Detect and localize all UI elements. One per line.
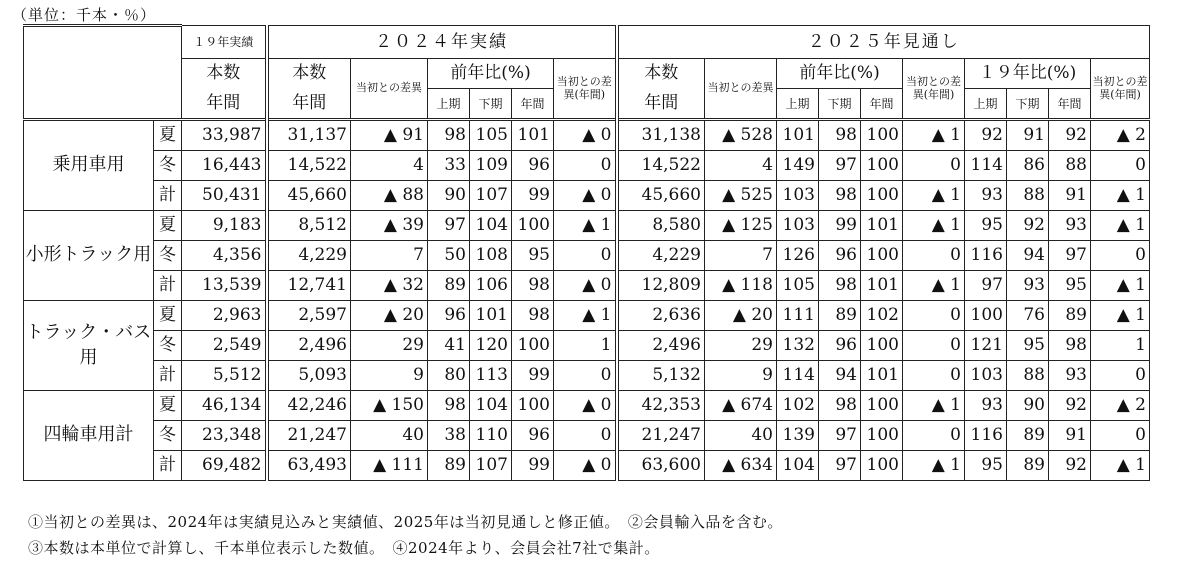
cell-vs19-annual: 97 — [1049, 241, 1091, 271]
cell-2025-yoy-h1: 102 — [777, 391, 819, 421]
group-label: 四輪車用計 — [24, 391, 154, 481]
cell-2024-yoy-h2: 104 — [470, 211, 512, 241]
cell-2024-yoy-h2: 108 — [470, 241, 512, 271]
header-annual-2024: 年間 — [267, 89, 351, 120]
cell-2024-count: 14,522 — [267, 151, 351, 181]
cell-2025-yoy-h1: 126 — [777, 241, 819, 271]
header-yr-vs19: 年間 — [1049, 89, 1091, 120]
cell-2025-initial-diff-annual: 0 — [903, 361, 965, 391]
cell-2024-count: 8,512 — [267, 211, 351, 241]
cell-2025-yoy-annual: 102 — [861, 301, 903, 331]
cell-2024-initial-diff: 4 — [351, 151, 428, 181]
cell-19-count: 5,512 — [182, 361, 267, 391]
cell-2024-count: 2,597 — [267, 301, 351, 331]
cell-2025-yoy-h2: 97 — [819, 451, 861, 481]
cell-2024-yoy-h2: 120 — [470, 331, 512, 361]
cell-2025-yoy-annual: 101 — [861, 271, 903, 301]
cell-19-count: 13,539 — [182, 271, 267, 301]
cell-vs19-initial-diff-annual: ▲ 1 — [1091, 181, 1150, 211]
header-h2-vs19: 下期 — [1007, 89, 1049, 120]
cell-vs19-h1: 95 — [965, 211, 1007, 241]
cell-2025-yoy-h1: 139 — [777, 421, 819, 451]
season-label: 計 — [154, 271, 182, 301]
cell-19-count: 46,134 — [182, 391, 267, 421]
cell-vs19-h2: 88 — [1007, 361, 1049, 391]
season-label: 計 — [154, 181, 182, 211]
cell-2025-initial-diff-annual: 0 — [903, 331, 965, 361]
cell-vs19-h1: 103 — [965, 361, 1007, 391]
table-row — [24, 271, 1150, 301]
cell-2024-initial-diff: 7 — [351, 241, 428, 271]
season-label: 計 — [154, 361, 182, 391]
cell-2024-initial-diff: ▲ 32 — [351, 271, 428, 301]
season-label: 冬 — [154, 421, 182, 451]
cell-2024-initial-diff-annual: ▲ 0 — [554, 271, 617, 301]
cell-2025-yoy-annual: 100 — [861, 181, 903, 211]
cell-2024-yoy-h2: 106 — [470, 271, 512, 301]
cell-2024-count: 2,496 — [267, 331, 351, 361]
header-2025-forecast: ２０２５年見通し — [617, 26, 1150, 59]
table-row — [24, 120, 1150, 151]
cell-2025-count: 45,660 — [617, 181, 705, 211]
cell-2025-yoy-annual: 100 — [861, 151, 903, 181]
header-row-1 — [24, 26, 1150, 59]
cell-2024-yoy-annual: 100 — [512, 331, 554, 361]
cell-2025-initial-diff: 29 — [705, 331, 777, 361]
cell-2024-initial-diff: 29 — [351, 331, 428, 361]
cell-2024-yoy-annual: 98 — [512, 271, 554, 301]
cell-2025-initial-diff: ▲ 528 — [705, 120, 777, 151]
cell-19-count: 2,963 — [182, 301, 267, 331]
table-row — [24, 451, 1150, 481]
cell-2024-yoy-h1: 50 — [428, 241, 470, 271]
cell-2025-initial-diff-annual: ▲ 1 — [903, 181, 965, 211]
cell-2025-yoy-annual: 101 — [861, 211, 903, 241]
cell-19-count: 4,356 — [182, 241, 267, 271]
cell-vs19-h1: 95 — [965, 451, 1007, 481]
table-row — [24, 361, 1150, 391]
cell-2024-initial-diff-annual: 0 — [554, 421, 617, 451]
cell-2024-initial-diff-annual: 0 — [554, 151, 617, 181]
header-h1-2024: 上期 — [428, 89, 470, 120]
cell-2024-initial-diff: ▲ 39 — [351, 211, 428, 241]
cell-2025-initial-diff: 40 — [705, 421, 777, 451]
cell-2024-yoy-h1: 96 — [428, 301, 470, 331]
cell-2024-yoy-h2: 104 — [470, 391, 512, 421]
cell-2024-initial-diff: 9 — [351, 361, 428, 391]
cell-2024-yoy-h2: 109 — [470, 151, 512, 181]
season-label: 冬 — [154, 151, 182, 181]
header-yr-2024: 年間 — [512, 89, 554, 120]
cell-2025-initial-diff-annual: ▲ 1 — [903, 211, 965, 241]
cell-2024-initial-diff: 40 — [351, 421, 428, 451]
cell-2024-yoy-h1: 98 — [428, 391, 470, 421]
cell-2025-initial-diff-annual: 0 — [903, 241, 965, 271]
unit-label: （単位：千本・％） — [12, 6, 157, 24]
cell-2024-initial-diff-annual: ▲ 1 — [554, 301, 617, 331]
cell-2024-initial-diff-annual: ▲ 1 — [554, 211, 617, 241]
cell-2024-yoy-h1: 89 — [428, 451, 470, 481]
cell-2025-initial-diff: ▲ 118 — [705, 271, 777, 301]
header-initial-diff-2025: 当初との差異 — [705, 59, 777, 120]
cell-vs19-initial-diff-annual: 0 — [1091, 421, 1150, 451]
cell-2024-yoy-h1: 80 — [428, 361, 470, 391]
cell-2025-yoy-h1: 149 — [777, 151, 819, 181]
header-initial-diff-annual-2025: 当初との差異(年間) — [903, 59, 965, 120]
table-row — [24, 391, 1150, 421]
cell-19-count: 33,987 — [182, 120, 267, 151]
cell-vs19-h1: 97 — [965, 271, 1007, 301]
cell-19-count: 23,348 — [182, 421, 267, 451]
table-row — [24, 181, 1150, 211]
cell-vs19-h2: 95 — [1007, 331, 1049, 361]
cell-vs19-h1: 92 — [965, 120, 1007, 151]
cell-2025-count: 8,580 — [617, 211, 705, 241]
cell-2025-yoy-annual: 100 — [861, 120, 903, 151]
season-label: 冬 — [154, 331, 182, 361]
season-label: 夏 — [154, 301, 182, 331]
cell-vs19-initial-diff-annual: 0 — [1091, 241, 1150, 271]
cell-2024-yoy-h2: 113 — [470, 361, 512, 391]
cell-vs19-annual: 93 — [1049, 361, 1091, 391]
cell-vs19-h1: 116 — [965, 241, 1007, 271]
cell-2025-count: 31,138 — [617, 120, 705, 151]
header-annual-2025: 年間 — [617, 89, 705, 120]
cell-2024-yoy-annual: 96 — [512, 151, 554, 181]
cell-2025-initial-diff-annual: ▲ 1 — [903, 391, 965, 421]
cell-2024-initial-diff-annual: 1 — [554, 331, 617, 361]
cell-2024-yoy-h1: 89 — [428, 271, 470, 301]
cell-2025-initial-diff-annual: 0 — [903, 301, 965, 331]
cell-2024-initial-diff-annual: ▲ 0 — [554, 451, 617, 481]
cell-2024-initial-diff: ▲ 150 — [351, 391, 428, 421]
cell-2025-initial-diff-annual: 0 — [903, 151, 965, 181]
cell-vs19-initial-diff-annual: ▲ 1 — [1091, 271, 1150, 301]
cell-vs19-h2: 76 — [1007, 301, 1049, 331]
cell-2025-yoy-h2: 97 — [819, 151, 861, 181]
cell-2025-yoy-h2: 96 — [819, 241, 861, 271]
group-label: トラック・バス用 — [24, 301, 154, 391]
cell-2025-yoy-h1: 111 — [777, 301, 819, 331]
cell-2024-count: 5,093 — [267, 361, 351, 391]
footnote-2: ③本数は本単位で計算し、千本単位表示した数値。 ④2024年より、会員会社7社で集計。 — [28, 539, 660, 557]
cell-2024-yoy-h1: 41 — [428, 331, 470, 361]
cell-2024-count: 12,741 — [267, 271, 351, 301]
cell-vs19-h1: 93 — [965, 391, 1007, 421]
cell-vs19-h1: 121 — [965, 331, 1007, 361]
cell-vs19-h1: 100 — [965, 301, 1007, 331]
cell-2025-initial-diff: ▲ 634 — [705, 451, 777, 481]
cell-2025-yoy-annual: 100 — [861, 331, 903, 361]
cell-2024-yoy-h1: 97 — [428, 211, 470, 241]
cell-2025-yoy-h2: 99 — [819, 211, 861, 241]
cell-2025-initial-diff: 4 — [705, 151, 777, 181]
cell-2024-count: 63,493 — [267, 451, 351, 481]
tire-sales-table — [23, 24, 1150, 481]
cell-2024-count: 21,247 — [267, 421, 351, 451]
table-row — [24, 211, 1150, 241]
season-label: 夏 — [154, 120, 182, 151]
header-initial-diff-2024: 当初との差異 — [351, 59, 428, 120]
cell-2024-initial-diff: ▲ 20 — [351, 301, 428, 331]
header-initial-diff-annual-vs19: 当初との差異(年間) — [1091, 59, 1150, 120]
cell-2025-yoy-h2: 98 — [819, 271, 861, 301]
cell-vs19-initial-diff-annual: 1 — [1091, 331, 1150, 361]
cell-vs19-annual: 88 — [1049, 151, 1091, 181]
group-label: 乗用車用 — [24, 120, 154, 211]
cell-19-count: 50,431 — [182, 181, 267, 211]
season-label: 冬 — [154, 241, 182, 271]
cell-vs19-annual: 91 — [1049, 181, 1091, 211]
cell-2024-yoy-annual: 100 — [512, 211, 554, 241]
group-label: 小形トラック用 — [24, 211, 154, 301]
header-h1-2025: 上期 — [777, 89, 819, 120]
season-label: 夏 — [154, 391, 182, 421]
cell-2024-yoy-h1: 33 — [428, 151, 470, 181]
cell-2025-initial-diff: ▲ 20 — [705, 301, 777, 331]
cell-2024-yoy-h1: 90 — [428, 181, 470, 211]
cell-2025-initial-diff: 7 — [705, 241, 777, 271]
cell-2025-count: 2,496 — [617, 331, 705, 361]
cell-2025-yoy-h1: 103 — [777, 211, 819, 241]
cell-2025-count: 2,636 — [617, 301, 705, 331]
cell-vs19-initial-diff-annual: ▲ 2 — [1091, 120, 1150, 151]
header-count-2025: 本数 — [617, 59, 705, 89]
cell-vs19-initial-diff-annual: ▲ 1 — [1091, 211, 1150, 241]
cell-2024-yoy-annual: 98 — [512, 301, 554, 331]
header-count-19: 本数 — [182, 59, 267, 89]
cell-2024-yoy-annual: 101 — [512, 120, 554, 151]
cell-2025-yoy-h1: 105 — [777, 271, 819, 301]
cell-2024-count: 45,660 — [267, 181, 351, 211]
cell-2025-yoy-h2: 96 — [819, 331, 861, 361]
cell-2024-yoy-annual: 100 — [512, 391, 554, 421]
cell-2024-yoy-h1: 38 — [428, 421, 470, 451]
cell-2025-yoy-h1: 104 — [777, 451, 819, 481]
cell-2025-initial-diff-annual: ▲ 1 — [903, 120, 965, 151]
cell-2025-yoy-annual: 100 — [861, 421, 903, 451]
cell-2025-yoy-annual: 100 — [861, 391, 903, 421]
cell-2024-initial-diff-annual: 0 — [554, 241, 617, 271]
cell-2024-initial-diff-annual: ▲ 0 — [554, 120, 617, 151]
cell-2025-yoy-annual: 101 — [861, 361, 903, 391]
cell-vs19-initial-diff-annual: ▲ 1 — [1091, 451, 1150, 481]
table-row — [24, 151, 1150, 181]
cell-2025-count: 21,247 — [617, 421, 705, 451]
cell-2024-yoy-annual: 99 — [512, 181, 554, 211]
header-yoy-2025: 前年比(%) — [777, 59, 903, 89]
cell-2024-yoy-annual: 99 — [512, 361, 554, 391]
table-row — [24, 331, 1150, 361]
cell-vs19-annual: 93 — [1049, 211, 1091, 241]
cell-2025-yoy-h1: 103 — [777, 181, 819, 211]
header-19-actual: １９年実績 — [182, 26, 267, 59]
table-row — [24, 301, 1150, 331]
header-yr-2025: 年間 — [861, 89, 903, 120]
cell-2025-count: 12,809 — [617, 271, 705, 301]
cell-2024-initial-diff-annual: ▲ 0 — [554, 391, 617, 421]
cell-vs19-annual: 98 — [1049, 331, 1091, 361]
cell-2025-initial-diff: 9 — [705, 361, 777, 391]
cell-2025-count: 14,522 — [617, 151, 705, 181]
cell-19-count: 2,549 — [182, 331, 267, 361]
cell-19-count: 69,482 — [182, 451, 267, 481]
cell-2025-initial-diff-annual: ▲ 1 — [903, 271, 965, 301]
header-row-2 — [24, 59, 1150, 89]
table-row — [24, 241, 1150, 271]
cell-vs19-initial-diff-annual: ▲ 1 — [1091, 301, 1150, 331]
cell-vs19-h2: 91 — [1007, 120, 1049, 151]
cell-2024-yoy-annual: 95 — [512, 241, 554, 271]
cell-2025-yoy-h1: 101 — [777, 120, 819, 151]
cell-vs19-annual: 89 — [1049, 301, 1091, 331]
header-h2-2024: 下期 — [470, 89, 512, 120]
cell-vs19-h1: 114 — [965, 151, 1007, 181]
cell-2025-yoy-h2: 89 — [819, 301, 861, 331]
cell-2024-initial-diff: ▲ 91 — [351, 120, 428, 151]
cell-vs19-initial-diff-annual: 0 — [1091, 151, 1150, 181]
cell-vs19-annual: 92 — [1049, 391, 1091, 421]
cell-vs19-h2: 93 — [1007, 271, 1049, 301]
cell-2024-yoy-h2: 105 — [470, 120, 512, 151]
cell-vs19-initial-diff-annual: 0 — [1091, 361, 1150, 391]
cell-vs19-h2: 92 — [1007, 211, 1049, 241]
header-yoy-2024: 前年比(%) — [428, 59, 554, 89]
header-vs19: １９年比(%) — [965, 59, 1091, 89]
cell-vs19-h2: 94 — [1007, 241, 1049, 271]
cell-vs19-annual: 92 — [1049, 451, 1091, 481]
header-h2-2025: 下期 — [819, 89, 861, 120]
cell-vs19-h2: 89 — [1007, 451, 1049, 481]
cell-vs19-h2: 86 — [1007, 151, 1049, 181]
cell-vs19-h1: 93 — [965, 181, 1007, 211]
header-initial-diff-annual-2024: 当初との差異(年間) — [554, 59, 617, 120]
cell-2025-initial-diff: ▲ 674 — [705, 391, 777, 421]
season-label: 夏 — [154, 211, 182, 241]
cell-2025-initial-diff-annual: ▲ 1 — [903, 451, 965, 481]
cell-2025-yoy-h1: 132 — [777, 331, 819, 361]
header-h1-vs19: 上期 — [965, 89, 1007, 120]
cell-2024-yoy-annual: 99 — [512, 451, 554, 481]
cell-vs19-h2: 90 — [1007, 391, 1049, 421]
cell-2025-yoy-annual: 100 — [861, 451, 903, 481]
cell-2025-count: 5,132 — [617, 361, 705, 391]
cell-2024-yoy-h2: 107 — [470, 181, 512, 211]
cell-vs19-h1: 116 — [965, 421, 1007, 451]
cell-2024-initial-diff-annual: 0 — [554, 361, 617, 391]
cell-19-count: 16,443 — [182, 151, 267, 181]
cell-19-count: 9,183 — [182, 211, 267, 241]
cell-2025-yoy-h2: 97 — [819, 421, 861, 451]
cell-2025-yoy-h2: 98 — [819, 120, 861, 151]
cell-vs19-annual: 95 — [1049, 271, 1091, 301]
cell-vs19-h2: 88 — [1007, 181, 1049, 211]
corner-cell — [24, 26, 182, 120]
table-row — [24, 421, 1150, 451]
season-label: 計 — [154, 451, 182, 481]
cell-2025-initial-diff: ▲ 125 — [705, 211, 777, 241]
cell-2024-yoy-h2: 110 — [470, 421, 512, 451]
cell-2025-count: 63,600 — [617, 451, 705, 481]
cell-2024-count: 42,246 — [267, 391, 351, 421]
cell-2025-count: 4,229 — [617, 241, 705, 271]
cell-2025-initial-diff-annual: 0 — [903, 421, 965, 451]
cell-2024-initial-diff-annual: ▲ 0 — [554, 181, 617, 211]
header-2024-actual: ２０２４年実績 — [267, 26, 617, 59]
cell-2024-yoy-annual: 96 — [512, 421, 554, 451]
cell-2025-yoy-h2: 98 — [819, 181, 861, 211]
cell-2025-initial-diff: ▲ 525 — [705, 181, 777, 211]
cell-vs19-initial-diff-annual: ▲ 2 — [1091, 391, 1150, 421]
cell-2024-count: 4,229 — [267, 241, 351, 271]
cell-2025-yoy-h2: 98 — [819, 391, 861, 421]
cell-vs19-annual: 91 — [1049, 421, 1091, 451]
cell-2024-count: 31,137 — [267, 120, 351, 151]
cell-vs19-h2: 89 — [1007, 421, 1049, 451]
footnote-1: ①当初との差異は、2024年は実績見込みと実績値、2025年は当初見通しと修正値。 ②会員輸入品を含む。 — [28, 513, 783, 531]
cell-2025-count: 42,353 — [617, 391, 705, 421]
cell-2024-yoy-h1: 98 — [428, 120, 470, 151]
cell-2025-yoy-h2: 94 — [819, 361, 861, 391]
header-count-2024: 本数 — [267, 59, 351, 89]
cell-2024-initial-diff: ▲ 88 — [351, 181, 428, 211]
cell-2024-yoy-h2: 107 — [470, 451, 512, 481]
cell-2024-yoy-h2: 101 — [470, 301, 512, 331]
header-annual-19: 年間 — [182, 89, 267, 120]
cell-2024-initial-diff: ▲ 111 — [351, 451, 428, 481]
cell-2025-yoy-annual: 100 — [861, 241, 903, 271]
cell-2025-yoy-h1: 114 — [777, 361, 819, 391]
cell-vs19-annual: 92 — [1049, 120, 1091, 151]
